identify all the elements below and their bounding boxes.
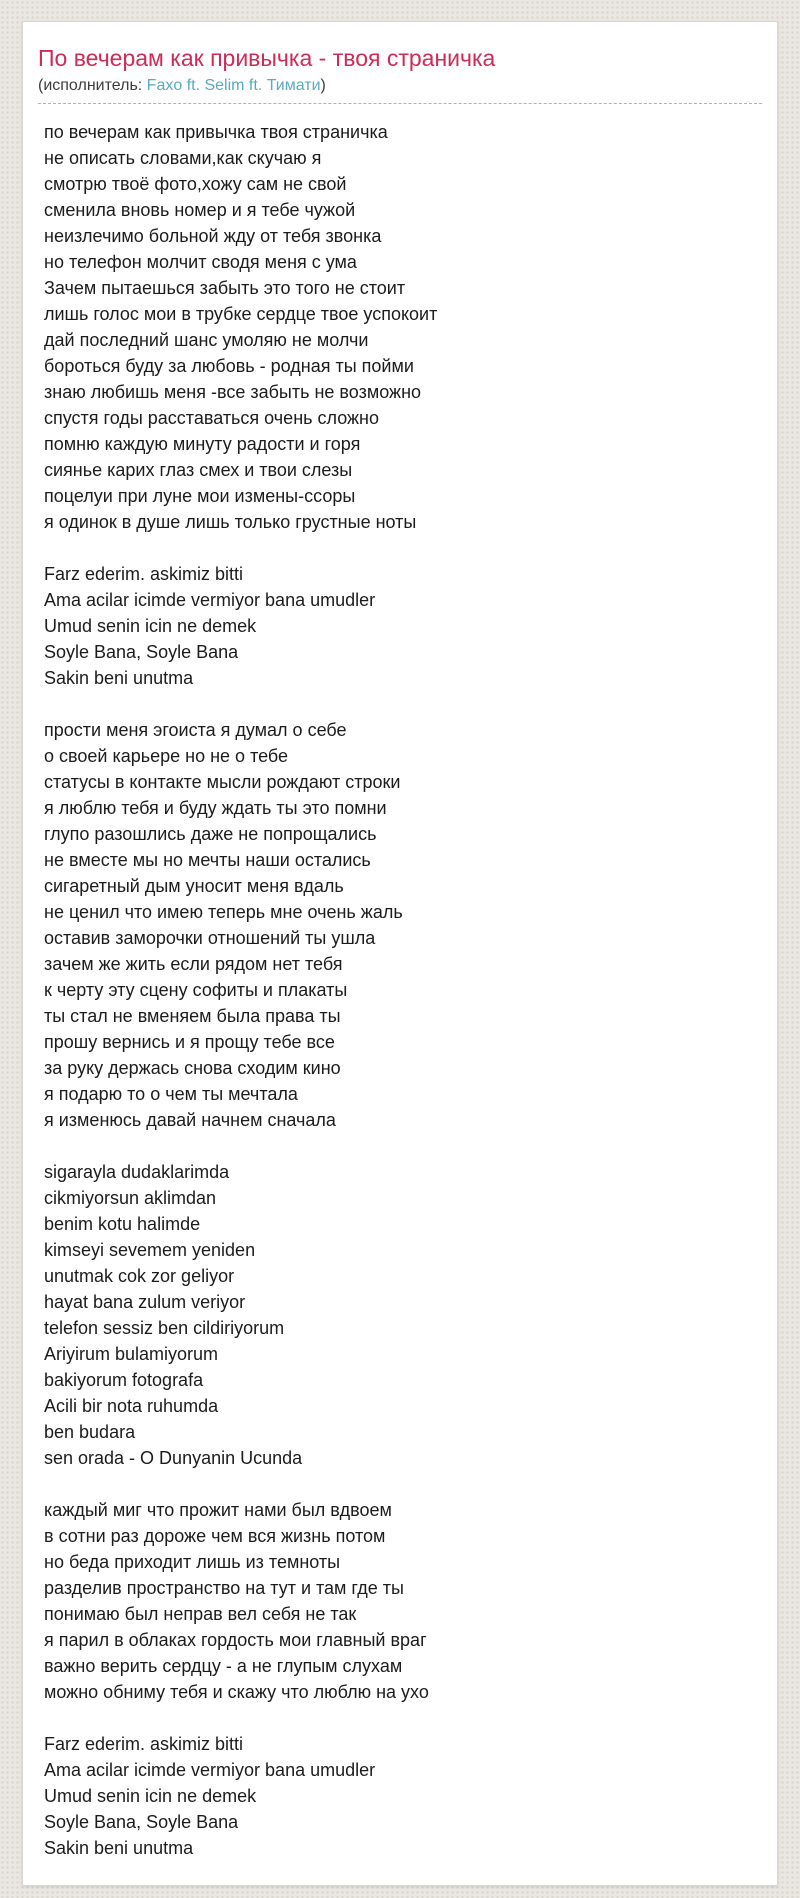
lyric-line: о своей карьере но не о тебе (44, 746, 289, 766)
lyric-line: Sakin beni unutma (44, 1838, 194, 1858)
lyric-line: Sakin beni unutma (44, 668, 194, 688)
lyric-line: Ama acilar icimde vermiyor bana umudler (44, 590, 376, 610)
lyric-line: прошу вернись и я прощу тебе все (44, 1032, 335, 1052)
lyric-line: бороться буду за любовь - родная ты пойми (44, 356, 414, 376)
lyric-line: Soyle Bana, Soyle Bana (44, 1812, 239, 1832)
lyric-line: разделив пространство на тут и там где ты (44, 1578, 404, 1598)
lyric-line: дай последний шанс умоляю не молчи (44, 330, 369, 350)
lyric-line: поцелуи при луне мои измены-ссоры (44, 486, 356, 506)
lyric-line: не вместе мы но мечты наши остались (44, 850, 371, 870)
lyric-verse (44, 1731, 762, 1861)
lyric-line: bakiyorum fotografa (44, 1370, 204, 1390)
lyric-line: не описать словами,как скучаю я (44, 148, 322, 168)
lyric-line: cikmiyorsun aklimdan (44, 1188, 217, 1208)
lyric-line: Umud senin icin ne demek (44, 1786, 257, 1806)
lyric-line: неизлечимо больной жду от тебя звонка (44, 226, 382, 246)
lyric-line: помню каждую минуту радости и горя (44, 434, 361, 454)
lyric-line: по вечерам как привычка твоя страничка (44, 122, 388, 142)
lyric-line: понимаю был неправ вел себя не так (44, 1604, 357, 1624)
lyric-line: спустя годы расставаться очень сложно (44, 408, 380, 428)
lyric-line: важно верить сердцу - а не глупым слухам (44, 1656, 403, 1676)
lyric-line: глупо разошлись даже не попрощались (44, 824, 377, 844)
lyric-line: знаю любишь меня -все забыть не возможно (44, 382, 422, 402)
page-title: По вечерам как привычка - твоя страничка (38, 45, 496, 71)
lyric-line: лишь голос мои в трубке сердце твое успокоит (44, 304, 438, 324)
lyric-line: Ama acilar icimde vermiyor bana umudler (44, 1760, 376, 1780)
lyric-line: не ценил что имею теперь мне очень жаль (44, 902, 403, 922)
lyric-line: за руку держась снова сходим кино (44, 1058, 341, 1078)
lyric-line: Soyle Bana, Soyle Bana (44, 642, 239, 662)
lyric-line: benim kotu halimde (44, 1214, 201, 1234)
lyric-verse (44, 717, 762, 1133)
lyric-line: Farz ederim. askimiz bitti (44, 1734, 244, 1754)
lyric-verse (44, 119, 762, 535)
lyric-verse (44, 1497, 762, 1705)
lyric-line: каждый миг что прожит нами был вдвоем (44, 1500, 392, 1520)
lyric-line: Farz ederim. askimiz bitti (44, 564, 244, 584)
lyric-line: я парил в облаках гордость мои главный враг (44, 1630, 427, 1650)
lyric-line: hayat bana zulum veriyor (44, 1292, 246, 1312)
lyric-line: статусы в контакте мысли рождают строки (44, 772, 401, 792)
lyric-line: я одинок в душе лишь только грустные ноты (44, 512, 417, 532)
lyric-line: Зачем пытаешься забыть это того не стоит (44, 278, 406, 298)
lyric-line: я люблю тебя и буду ждать ты это помни (44, 798, 387, 818)
lyric-line: сигаретный дым уносит меня вдаль (44, 876, 344, 896)
lyric-line: в сотни раз дороже чем вся жизнь потом (44, 1526, 386, 1546)
lyric-line: я подарю то о чем ты мечтала (44, 1084, 298, 1104)
artist-close-paren: ) (320, 77, 326, 94)
lyric-line: сиянье карих глаз смех и твои слезы (44, 460, 353, 480)
lyric-line: sen orada - O Dunyanin Ucunda (44, 1448, 303, 1468)
lyric-line: Umud senin icin ne demek (44, 616, 257, 636)
artist-line (38, 76, 762, 104)
lyric-line: можно обниму тебя и скажу что люблю на ухо (44, 1682, 429, 1702)
lyric-line: kimseyi sevemem yeniden (44, 1240, 256, 1260)
artist-link[interactable]: Faxo ft. Selim ft. Тимати (146, 77, 321, 94)
lyric-line: но беда приходит лишь из темноты (44, 1552, 341, 1572)
lyric-line: но телефон молчит сводя меня с ума (44, 252, 357, 272)
lyric-line: я изменюсь давай начнем сначала (44, 1110, 336, 1130)
lyric-line: Ariyirum bulamiyorum (44, 1344, 219, 1364)
lyric-line: прости меня эгоиста я думал о себе (44, 720, 347, 740)
lyric-line: sigarayla dudaklarimda (44, 1162, 230, 1182)
lyric-line: telefon sessiz ben cildiriyorum (44, 1318, 285, 1338)
lyric-verse (44, 561, 762, 691)
lyric-line: смотрю твоё фото,хожу сам не свой (44, 174, 347, 194)
lyric-line: unutmak cok zor geliyor (44, 1266, 235, 1286)
lyrics-card (22, 21, 778, 1886)
lyric-line: зачем же жить если рядом нет тебя (44, 954, 343, 974)
artist-label: (исполнитель: (38, 77, 147, 94)
lyric-line: ben budara (44, 1422, 136, 1442)
lyrics-text (38, 119, 762, 1861)
lyric-line: оставив заморочки отношений ты ушла (44, 928, 376, 948)
lyric-line: Acili bir nota ruhumda (44, 1396, 219, 1416)
lyric-line: к черту эту сцену софиты и плакаты (44, 980, 348, 1000)
lyric-line: ты стал не вменяем была права ты (44, 1006, 341, 1026)
lyric-line: сменила вновь номер и я тебе чужой (44, 200, 356, 220)
lyric-verse (44, 1159, 762, 1471)
